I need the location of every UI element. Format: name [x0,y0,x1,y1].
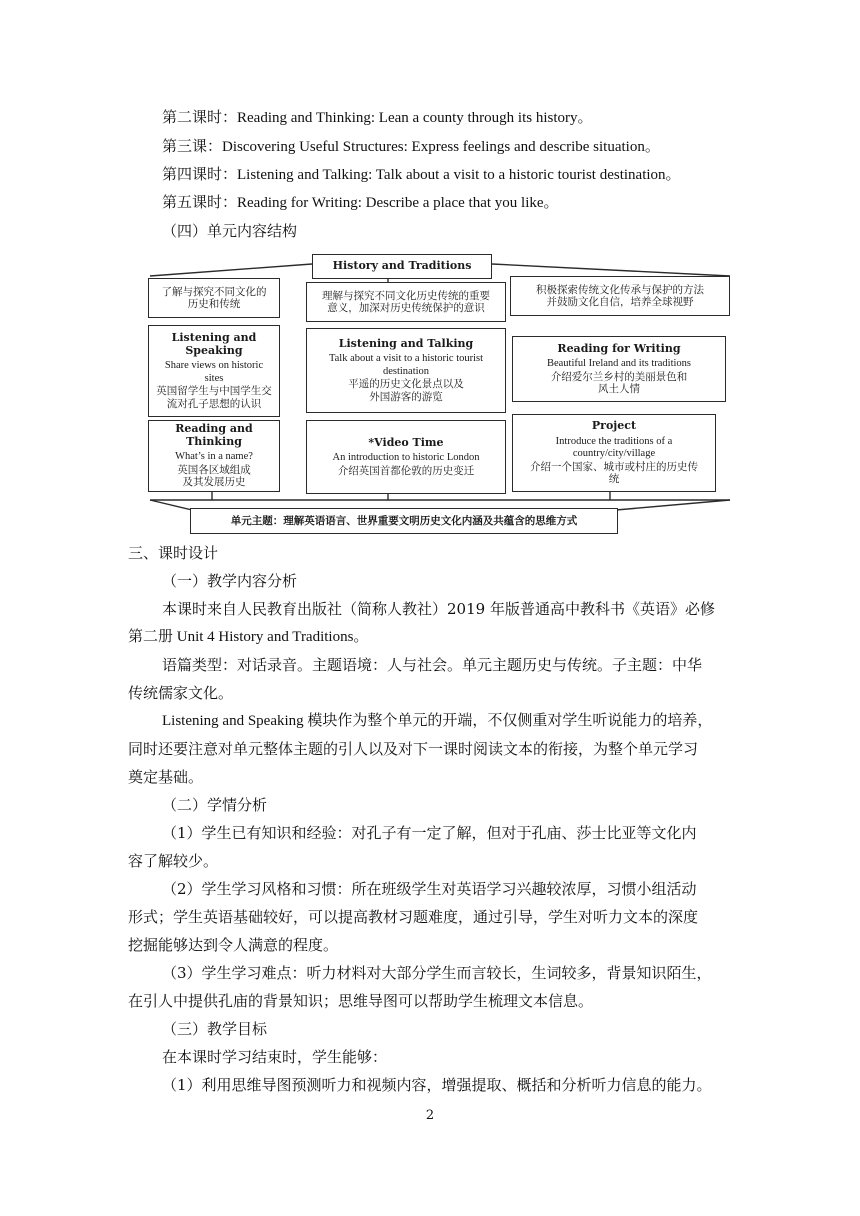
subsection-heading: （三）教学目标 [162,1020,268,1038]
box-title: Reading for Writing [557,341,681,355]
paragraph-line: 同时还要注意对单元整体主题的引人以及对下一课时阅读文本的衔接，为整个单元学习 [128,740,699,758]
subsection-heading: （二）学情分析 [162,796,268,814]
project-box [512,414,716,492]
listening-speaking-box [148,325,280,417]
paragraph-line: 奠定基础。 [128,768,204,786]
paragraph-line: 语篇类型：对话录音。主题语境：人与社会。单元主题历史与传统。子主题：中华 [162,656,703,674]
paragraph-line: 第二册 Unit 4 History and Traditions。 [128,629,369,645]
box-chinese: 英国各区域组成 及其发展历史 [177,463,251,489]
box-english: Beautiful Ireland and its traditions [546,358,692,369]
paragraph-line: （2）学生学习风格和习惯：所在班级学生对英语学习兴趣较浓厚，习惯小组活动 [162,880,697,898]
box-english: Share views on historic sites [164,360,264,384]
reading-thinking-box [148,420,280,492]
lesson-line: 第五课时：Reading for Writing: Describe a place that you like。 [162,195,559,211]
paragraph-line: 形式；学生英语基础较好，可以提高教材习题难度，通过引导，学生对听力文本的深度 [128,908,699,926]
root-title: History and Traditions [332,259,472,273]
box-chinese: 介绍爱尔兰乡村的美丽景色和 风土人情 [550,370,688,395]
goal-text: 了解与探究不同文化的 历史和传统 [161,285,267,310]
box-chinese: 介绍英国首都伦敦的历史变迁 [337,464,475,477]
unit-theme-text: 单元主题：理解英语语言、世界重要文明历史文化内涵及共蕴含的思维方式 [230,514,578,527]
goal-box-1 [148,278,280,318]
unit-theme-box [190,508,618,534]
page-number: 2 [425,1108,435,1123]
box-title: Project [591,419,637,433]
box-title: Listening and Speaking [171,331,257,357]
subsection-heading: （一）教学内容分析 [162,572,298,590]
paragraph-line: （1）学生已有知识和经验：对孔子有一定了解，但对于孔庙、莎士比亚等文化内 [162,824,697,842]
root-box [312,254,492,279]
video-time-box [306,420,506,494]
paragraph-line: （3）学生学习难点：听力材料对大部分学生而言较长，生词较多，背景知识陌生， [162,964,712,982]
goal-text: 积极探索传统文化传承与保护的方法 并鼓励文化自信，培养全球视野 [536,283,704,308]
reading-writing-box [512,336,726,402]
box-chinese: 平遥的历史文化景点以及 外国游客的游览 [348,378,464,403]
box-chinese: 英国留学生与中国学生交 流对孔子思想的认识 [156,385,272,410]
box-english: Talk about a visit to a historic tourist destination [328,353,484,377]
box-english: What’s in a name? [175,451,253,463]
box-title: Listening and Talking [338,336,474,350]
paragraph-line: （1）利用思维导图预测听力和视频内容，增强提取、概括和分析听力信息的能力。 [162,1076,712,1094]
paragraph-line: 在引人中提供孔庙的背景知识；思维导图可以帮助学生梳理文本信息。 [128,992,594,1010]
lesson-line: 第四课时：Listening and Talking: Talk about a visit to a historic tourist destination。 [162,167,681,183]
section-heading: 三、课时设计 [128,544,219,562]
lesson-line: 第三课：Discovering Useful Structures: Express feelings and describe situation。 [162,139,660,155]
goal-box-2 [306,282,506,322]
box-title: *Video Time [368,435,444,449]
box-english: An introduction to historic London [332,452,480,464]
box-chinese: 介绍一个国家、城市或村庄的历史传 统 [530,460,698,486]
paragraph-line: Listening and Speaking 模块作为整个单元的开端，不仅侧重对学生听说能力的培养， [162,713,713,729]
section-heading: （四）单元内容结构 [162,222,298,240]
goal-box-3 [510,276,730,316]
unit-structure-diagram [140,248,740,538]
paragraph-line: 本课时来自人民教育出版社（简称人教社）2019 年版普通高中教科书《英语》必修 [162,600,715,618]
paragraph-line: 在本课时学习结束时，学生能够： [162,1048,388,1066]
paragraph-line: 传统儒家文化。 [128,684,234,702]
box-title: Reading and Thinking [175,422,253,448]
goal-text: 理解与探究不同文化历史传统的重要 意义，加深对历史传统保护的意识 [322,289,490,314]
paragraph-line: 挖掘能够达到令人满意的程度。 [128,936,339,954]
lesson-line: 第二课时：Reading and Thinking: Lean a county through its history。 [162,110,593,126]
box-english: Introduce the traditions of a country/city/village [555,435,673,460]
listening-talking-box [306,328,506,413]
paragraph-line: 容了解较少。 [128,852,219,870]
